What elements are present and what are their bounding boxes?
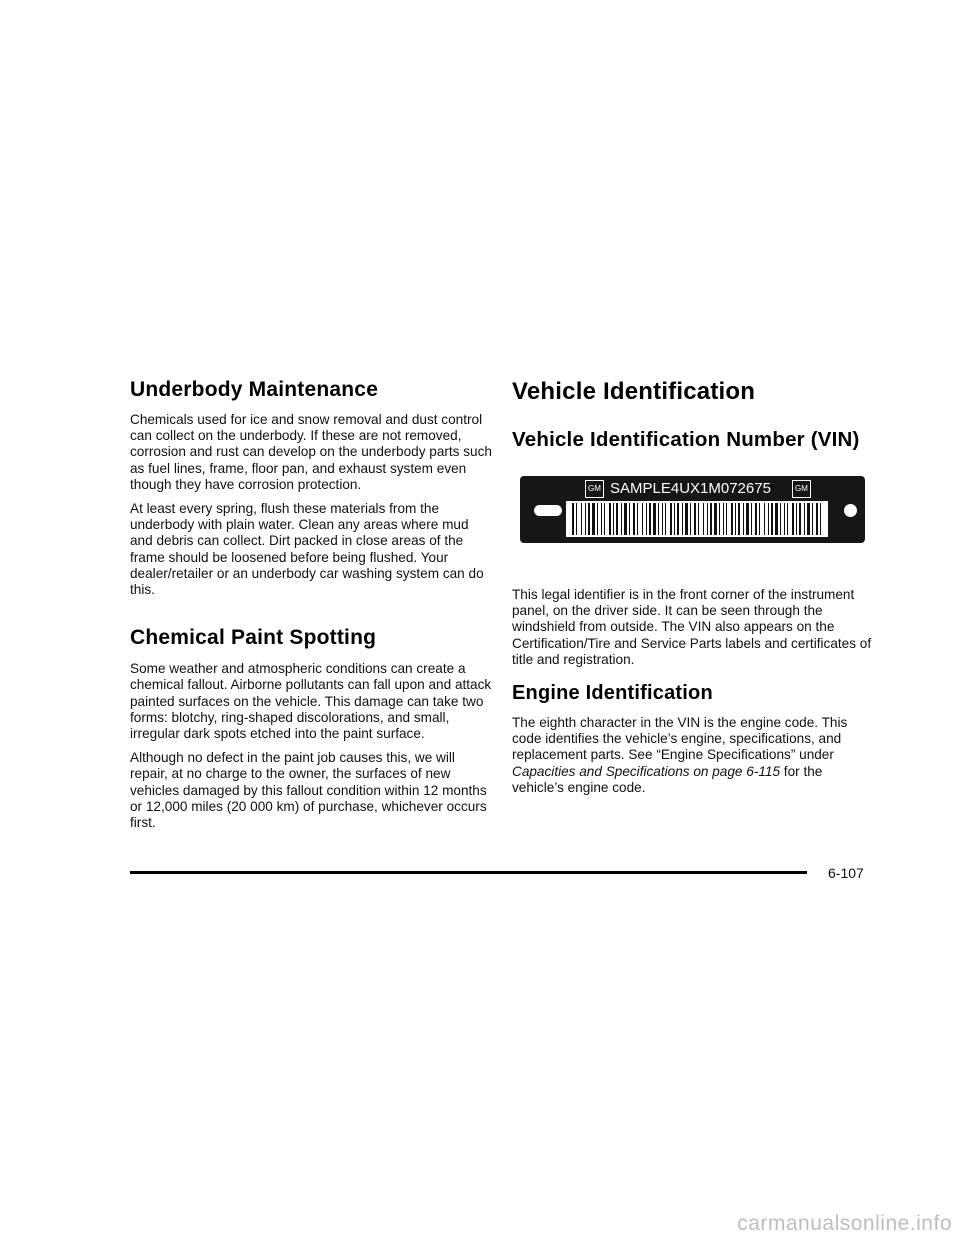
vin-barcode (566, 501, 828, 537)
chemical-paint-spotting-heading: Chemical Paint Spotting (130, 626, 377, 650)
page-number: 6-107 (828, 865, 864, 881)
barcode-graphic (566, 501, 828, 537)
engine-paragraph (512, 715, 872, 796)
vin-paragraph: This legal identifier is in the front corner of the instrument panel, on the driver side. It can be seen through the windshield from outside. The VIN also appears on the Certification/Tire and Service Parts labels and certificates of title and registration. (512, 587, 872, 667)
left-column (130, 378, 492, 831)
vin-plate-slot (534, 505, 562, 516)
engine-text-after: for the vehicle’s engine code. (512, 763, 823, 795)
underbody-paragraph-1: Chemicals used for ice and snow removal and dust control can collect on the underbody. If these are not removed, corrosion and rust can develop on the underbody parts such as fuel lines, frame, floor pan, and exhaust system even though they have corrosion protection. (130, 412, 492, 492)
engine-text-before: The eighth character in the VIN is the engine code. This code identifies the vehicle’s engine, specifications, and replacement parts. See “Engine Specifications” under (512, 715, 848, 763)
capacities-specifications-reference: Capacities and Specifications on page 6-115 (512, 763, 781, 779)
vin-plate-rivet (844, 504, 857, 517)
underbody-maintenance-heading: Underbody Maintenance (130, 378, 379, 401)
vin-plate-text: SAMPLE4UX1M072675 (610, 480, 771, 497)
gm-logo-left: GM (585, 480, 604, 498)
gm-logo-right: GM (792, 480, 811, 498)
vehicle-identification-heading: Vehicle Identification (512, 378, 756, 405)
underbody-paragraph-2: At least every spring, flush these materials from the underbody with plain water. Clean any areas where mud and debris can collect. Dirt packed in close areas of the frame should be loosened before being flushed. Your dealer/retailer or an underbody car washing system can do this. (130, 501, 484, 598)
footer-rule (130, 871, 807, 874)
engine-identification-heading: Engine Identification (512, 682, 713, 705)
right-column (512, 378, 872, 796)
paint-paragraph-2: Although no defect in the paint job causes this, we will repair, at no charge to the owner, the surfaces of new vehicles damaged by this fallout condition within 12 months or 12,000 miles (20 000 km) of purchase, whichever occurs first. (130, 750, 487, 831)
watermark: carmanualsonline.info (737, 1212, 952, 1235)
paint-paragraph-1: Some weather and atmospheric conditions can create a chemical fallout. Airborne pollutants can fall upon and attack painted surfaces on the vehicle. This damage can take two forms: blotchy, ring-shaped discolorations, and small, irregular dark spots etched into the paint surface. (130, 661, 492, 742)
vin-heading: Vehicle Identification Number (VIN) (512, 428, 860, 451)
vin-plate-illustration (520, 476, 865, 543)
